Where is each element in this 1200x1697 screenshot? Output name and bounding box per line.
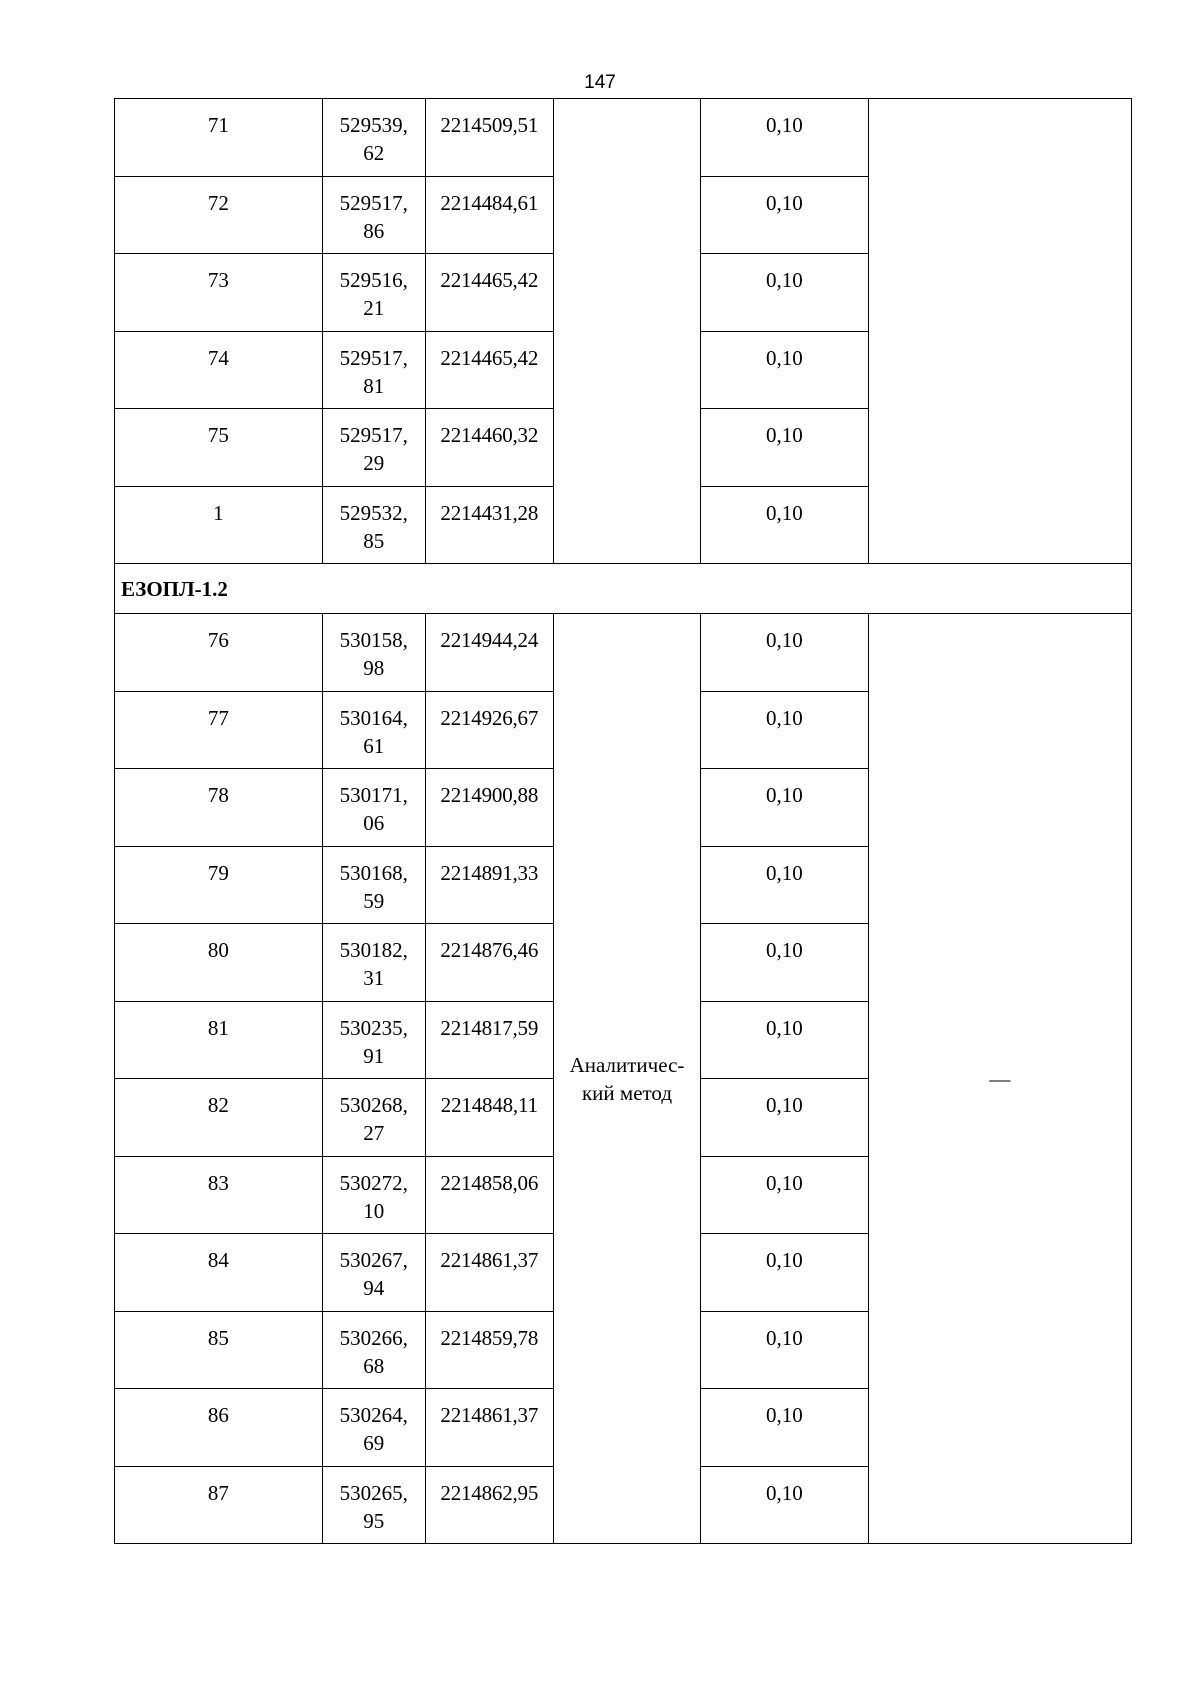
y-coordinate-cell: 2214858,06 (425, 1156, 553, 1234)
x-coordinate-fraction-part: 86 (363, 218, 385, 243)
y-coordinate-cell: 2214484,61 (425, 176, 553, 254)
y-coordinate-cell: 2214509,51 (425, 99, 553, 177)
x-coordinate-integer-part: 529532, (339, 500, 408, 525)
x-coordinate-fraction-part: 62 (363, 141, 385, 165)
y-coordinate-cell: 2214859,78 (425, 1311, 553, 1389)
x-coordinate-cell (322, 1156, 425, 1234)
accuracy-cell: 0,10 (701, 1001, 868, 1079)
accuracy-cell: 0,10 (701, 1234, 868, 1312)
accuracy-cell: 0,10 (701, 846, 868, 924)
y-coordinate-cell: 2214848,11 (425, 1079, 553, 1157)
point-number-cell: 86 (115, 1389, 323, 1467)
point-number-cell: 72 (115, 176, 323, 254)
x-coordinate-integer-part: 529517, (339, 423, 408, 447)
accuracy-cell: 0,10 (701, 1156, 868, 1234)
x-coordinate-fraction-part: 06 (363, 811, 385, 835)
y-coordinate-cell: 2214460,32 (425, 409, 553, 487)
point-number-cell: 77 (115, 691, 323, 769)
point-number-cell: 81 (115, 1001, 323, 1079)
accuracy-cell: 0,10 (701, 486, 868, 564)
x-coordinate-fraction-part: 98 (363, 656, 385, 680)
x-coordinate-cell (322, 1001, 425, 1079)
accuracy-cell: 0,10 (701, 924, 868, 1002)
x-coordinate-fraction-part: 91 (363, 1043, 385, 1068)
x-coordinate-fraction-part: 59 (363, 888, 385, 913)
point-number-cell: 85 (115, 1311, 323, 1389)
x-coordinate-integer-part: 530168, (339, 860, 408, 885)
method-cell (553, 614, 700, 1544)
x-coordinate-cell (322, 331, 425, 409)
x-coordinate-fraction-part: 94 (363, 1276, 385, 1300)
y-coordinate-cell: 2214926,67 (425, 691, 553, 769)
coordinates-table-body (115, 99, 1132, 1544)
accuracy-cell: 0,10 (701, 1466, 868, 1544)
x-coordinate-fraction-part: 85 (363, 528, 385, 553)
x-coordinate-integer-part: 530268, (339, 1093, 408, 1117)
y-coordinate-cell: 2214900,88 (425, 769, 553, 847)
x-coordinate-integer-part: 530235, (339, 1015, 408, 1040)
x-coordinate-fraction-part: 10 (363, 1198, 385, 1223)
method-cell (553, 99, 700, 564)
x-coordinate-fraction-part: 29 (363, 451, 385, 475)
x-coordinate-integer-part: 529517, (339, 345, 408, 370)
x-coordinate-fraction-part: 95 (363, 1508, 385, 1533)
y-coordinate-cell: 2214944,24 (425, 614, 553, 692)
y-coordinate-cell: 2214862,95 (425, 1466, 553, 1544)
y-coordinate-cell: 2214876,46 (425, 924, 553, 1002)
x-coordinate-cell (322, 614, 425, 692)
accuracy-cell: 0,10 (701, 614, 868, 692)
point-number-cell: 82 (115, 1079, 323, 1157)
x-coordinate-integer-part: 529517, (339, 190, 408, 215)
note-cell (868, 99, 1131, 564)
point-number-cell: 80 (115, 924, 323, 1002)
x-coordinate-integer-part: 530171, (339, 783, 408, 807)
x-coordinate-integer-part: 530265, (339, 1480, 408, 1505)
x-coordinate-cell (322, 691, 425, 769)
accuracy-cell: 0,10 (701, 409, 868, 487)
point-number-cell: 78 (115, 769, 323, 847)
x-coordinate-integer-part: 529539, (339, 113, 408, 137)
x-coordinate-cell (322, 1079, 425, 1157)
x-coordinate-fraction-part: 21 (363, 296, 385, 320)
x-coordinate-cell (322, 409, 425, 487)
coordinates-table (114, 98, 1132, 1544)
accuracy-cell: 0,10 (701, 1389, 868, 1467)
accuracy-cell: 0,10 (701, 99, 868, 177)
x-coordinate-integer-part: 530264, (339, 1403, 408, 1427)
x-coordinate-cell (322, 846, 425, 924)
y-coordinate-cell: 2214861,37 (425, 1389, 553, 1467)
accuracy-cell: 0,10 (701, 1311, 868, 1389)
x-coordinate-cell (322, 176, 425, 254)
x-coordinate-fraction-part: 61 (363, 733, 385, 758)
x-coordinate-integer-part: 530266, (339, 1325, 408, 1350)
x-coordinate-fraction-part: 31 (363, 966, 385, 990)
section-header-row (115, 564, 1132, 614)
y-coordinate-cell: 2214817,59 (425, 1001, 553, 1079)
point-number-cell: 71 (115, 99, 323, 177)
x-coordinate-fraction-part: 81 (363, 373, 385, 398)
point-number-cell: 1 (115, 486, 323, 564)
accuracy-cell: 0,10 (701, 176, 868, 254)
note-cell: — (868, 614, 1131, 1544)
x-coordinate-integer-part: 530272, (339, 1170, 408, 1195)
x-coordinate-cell (322, 1466, 425, 1544)
section-title: ЕЗОПЛ-1.2 (115, 564, 1132, 614)
x-coordinate-integer-part: 530164, (339, 705, 408, 730)
y-coordinate-cell: 2214465,42 (425, 254, 553, 332)
x-coordinate-fraction-part: 69 (363, 1431, 385, 1455)
x-coordinate-integer-part: 530158, (339, 628, 408, 652)
point-number-cell: 84 (115, 1234, 323, 1312)
x-coordinate-cell (322, 254, 425, 332)
y-coordinate-cell: 2214861,37 (425, 1234, 553, 1312)
x-coordinate-integer-part: 529516, (339, 268, 408, 292)
accuracy-cell: 0,10 (701, 1079, 868, 1157)
point-number-cell: 83 (115, 1156, 323, 1234)
y-coordinate-cell: 2214465,42 (425, 331, 553, 409)
point-number-cell: 87 (115, 1466, 323, 1544)
y-coordinate-cell: 2214891,33 (425, 846, 553, 924)
accuracy-cell: 0,10 (701, 254, 868, 332)
x-coordinate-cell (322, 486, 425, 564)
point-number-cell: 73 (115, 254, 323, 332)
accuracy-cell: 0,10 (701, 691, 868, 769)
x-coordinate-cell (322, 769, 425, 847)
method-text-line-1: Аналитичес- (569, 1052, 685, 1077)
x-coordinate-integer-part: 530182, (339, 938, 408, 962)
x-coordinate-cell (322, 99, 425, 177)
point-number-cell: 76 (115, 614, 323, 692)
accuracy-cell: 0,10 (701, 769, 868, 847)
x-coordinate-cell (322, 1389, 425, 1467)
page-number: 147 (584, 72, 616, 93)
x-coordinate-fraction-part: 27 (363, 1121, 385, 1145)
x-coordinate-integer-part: 530267, (339, 1248, 408, 1272)
method-text-line-2: кий метод (581, 1080, 673, 1105)
point-number-cell: 75 (115, 409, 323, 487)
x-coordinate-cell (322, 1311, 425, 1389)
x-coordinate-fraction-part: 68 (363, 1353, 385, 1378)
accuracy-cell: 0,10 (701, 331, 868, 409)
table-row (115, 614, 1132, 692)
point-number-cell: 79 (115, 846, 323, 924)
y-coordinate-cell: 2214431,28 (425, 486, 553, 564)
x-coordinate-cell (322, 1234, 425, 1312)
table-row (115, 99, 1132, 177)
x-coordinate-cell (322, 924, 425, 1002)
point-number-cell: 74 (115, 331, 323, 409)
